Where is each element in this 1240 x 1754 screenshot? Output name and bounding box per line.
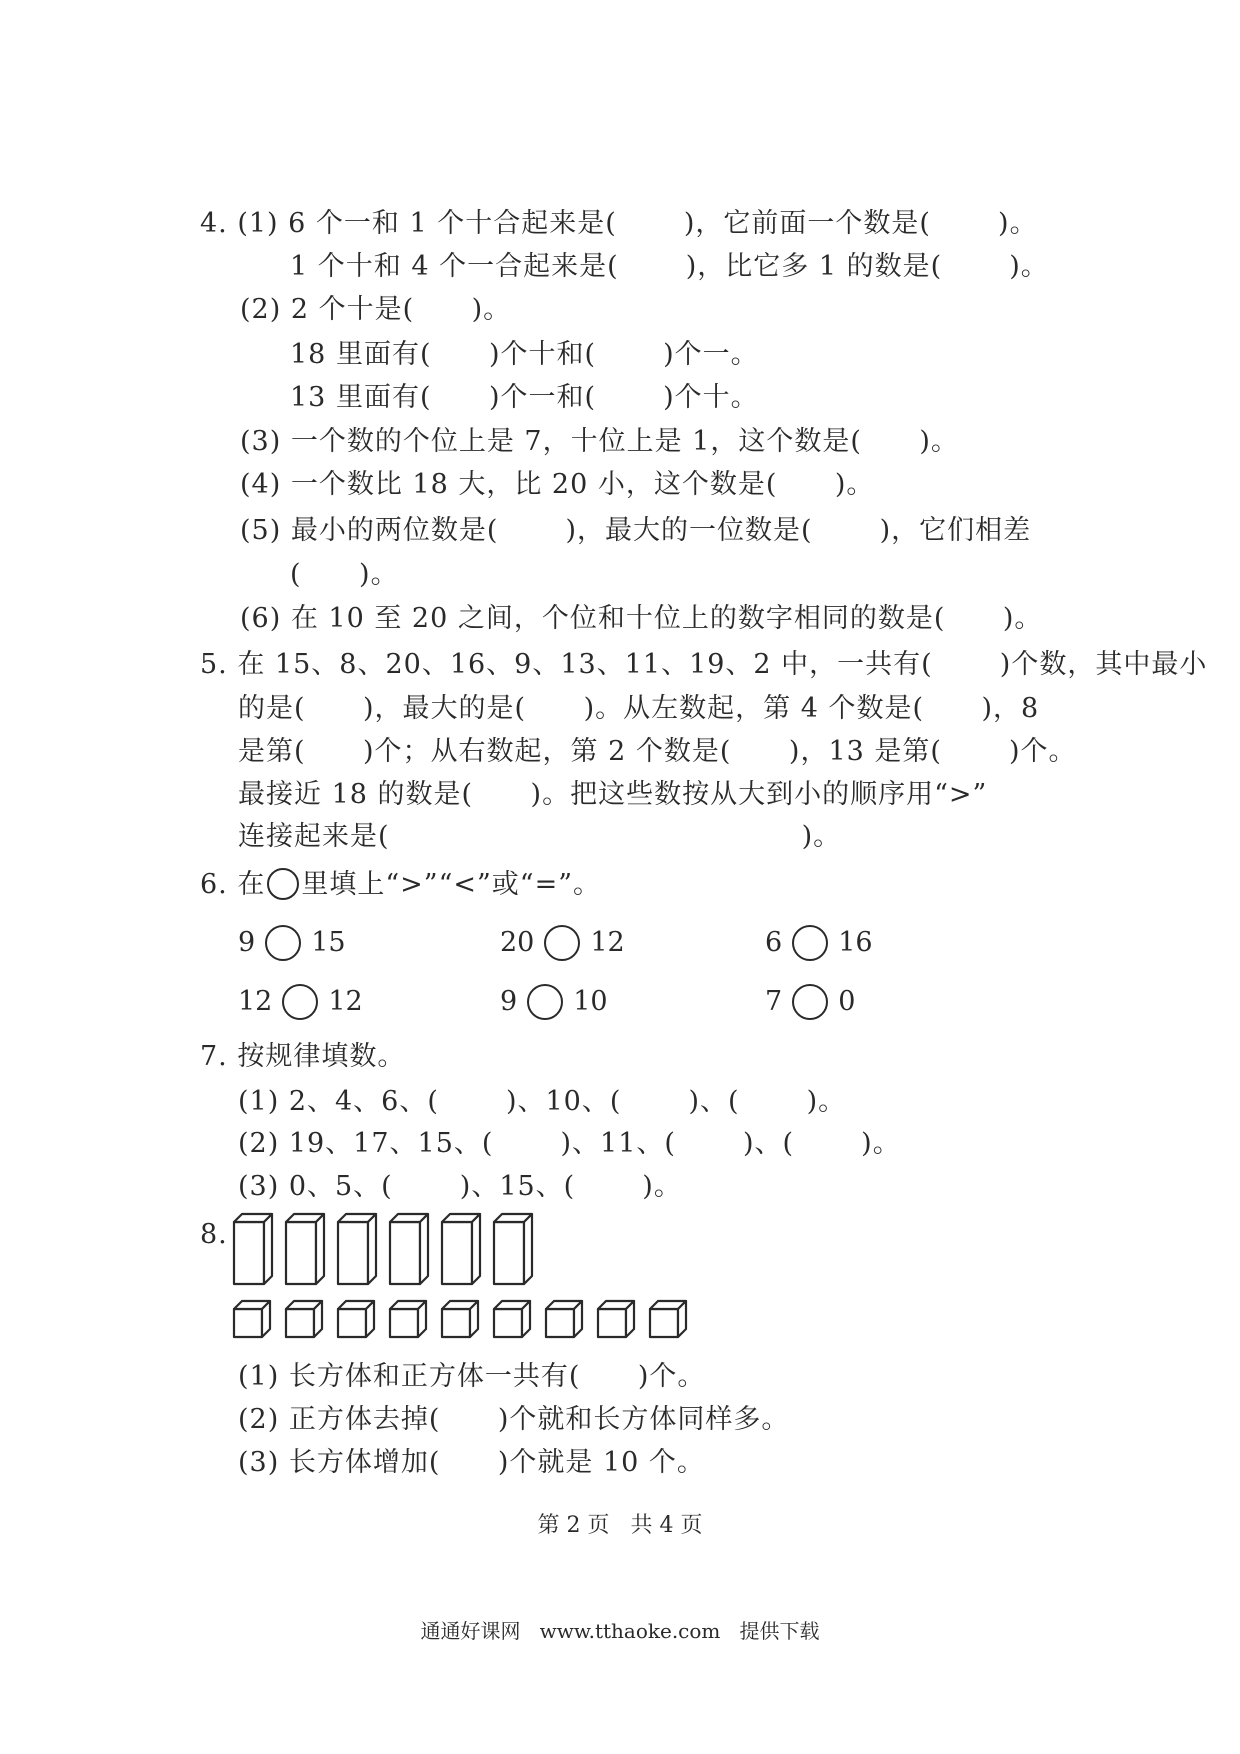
cuboid-icon [390, 1214, 428, 1284]
compare-item [765, 984, 855, 1020]
compare-right: 10 [573, 986, 608, 1017]
compare-left: 9 [238, 927, 256, 958]
compare-item [500, 984, 608, 1020]
q5-line-3: 是第( )个；从右数起，第 2 个数是( )，13 是第( )个。 [238, 736, 1077, 767]
cuboid-icon [286, 1214, 324, 1284]
q4-line-4: 18 里面有( )个十和( )个一。 [290, 339, 759, 370]
cuboid-icon [494, 1214, 532, 1284]
q7-title: 7. 按规律填数。 [200, 1041, 406, 1072]
compare-item [765, 925, 873, 961]
q5-line-2: 的是( )，最大的是( )。从左数起，第 4 个数是( )，8 [238, 693, 1040, 724]
cube-icon [650, 1301, 686, 1337]
q7-line-1: (1) 2、4、6、( )、10、( )、( )。 [238, 1086, 847, 1117]
answer-circle[interactable] [282, 984, 318, 1020]
q6-title-suffix: 里填上“>”“<”或“=”。 [301, 869, 602, 900]
circle-icon [267, 868, 299, 900]
cube-icon [390, 1301, 426, 1337]
answer-circle[interactable] [265, 925, 301, 961]
cuboid-group [230, 1212, 560, 1292]
q5-line-4: 最接近 18 的数是( )。把这些数按从大到小的顺序用“>” [238, 779, 988, 810]
compare-right: 0 [838, 986, 856, 1017]
answer-circle[interactable] [792, 925, 828, 961]
cuboid-icon [338, 1214, 376, 1284]
compare-item [238, 984, 363, 1020]
q5-line-5: 连接起来是( )。 [238, 821, 842, 852]
q4-line-1: 4. (1) 6 个一和 1 个十合起来是( )，它前面一个数是( )。 [200, 208, 1038, 239]
q8-line-2: (2) 正方体去掉( )个就和长方体同样多。 [238, 1404, 790, 1435]
cube-icon [546, 1301, 582, 1337]
cube-icon [286, 1301, 322, 1337]
cube-icon [442, 1301, 478, 1337]
compare-right: 16 [838, 927, 873, 958]
compare-left: 20 [500, 927, 535, 958]
cube-icon [598, 1301, 634, 1337]
cube-icon [494, 1301, 530, 1337]
q8-line-1: (1) 长方体和正方体一共有( )个。 [238, 1361, 706, 1392]
q4-line-3: (2) 2 个十是( )。 [240, 294, 512, 325]
cube-icon [234, 1301, 270, 1337]
q4-line-7: (4) 一个数比 18 大，比 20 小，这个数是( )。 [240, 469, 875, 500]
q6-title [200, 868, 601, 902]
q4-line-8: (5) 最小的两位数是( )，最大的一位数是( )，它们相差 [240, 515, 1032, 546]
compare-left: 9 [500, 986, 518, 1017]
q7-line-3: (3) 0、5、( )、15、( )。 [238, 1171, 682, 1202]
compare-right: 15 [311, 927, 346, 958]
q8-number: 8. [200, 1219, 228, 1250]
q4-line-10: (6) 在 10 至 20 之间，个位和十位上的数字相同的数是( )。 [240, 603, 1043, 634]
q4-line-6: (3) 一个数的个位上是 7，十位上是 1，这个数是( )。 [240, 426, 959, 457]
cuboid-icon [234, 1214, 272, 1284]
q4-line-2: 1 个十和 4 个一合起来是( )，比它多 1 的数是( )。 [290, 251, 1049, 282]
cube-group [230, 1295, 700, 1347]
compare-left: 7 [765, 986, 783, 1017]
compare-right: 12 [328, 986, 363, 1017]
q7-line-2: (2) 19、17、15、( )、11、( )、( )。 [238, 1128, 901, 1159]
q4-line-9: ( )。 [290, 559, 399, 590]
compare-right: 12 [590, 927, 625, 958]
compare-item [238, 925, 346, 961]
answer-circle[interactable] [792, 984, 828, 1020]
compare-left: 12 [238, 986, 273, 1017]
answer-circle[interactable] [544, 925, 580, 961]
cuboid-icon [442, 1214, 480, 1284]
cube-icon [338, 1301, 374, 1337]
answer-circle[interactable] [527, 984, 563, 1020]
q6-title-prefix: 6. 在 [200, 869, 266, 900]
q4-line-5: 13 里面有( )个一和( )个十。 [290, 382, 759, 413]
compare-left: 6 [765, 927, 783, 958]
q8-line-3: (3) 长方体增加( )个就是 10 个。 [238, 1447, 705, 1478]
compare-item [500, 925, 625, 961]
q5-line-1: 5. 在 15、8、20、16、9、13、11、19、2 中，一共有( )个数，其中最小 [200, 649, 1208, 680]
download-footer: 通通好课网 www.tthaoke.com 提供下载 [420, 1619, 820, 1643]
page-number: 第 2 页 共 4 页 [537, 1513, 703, 1538]
